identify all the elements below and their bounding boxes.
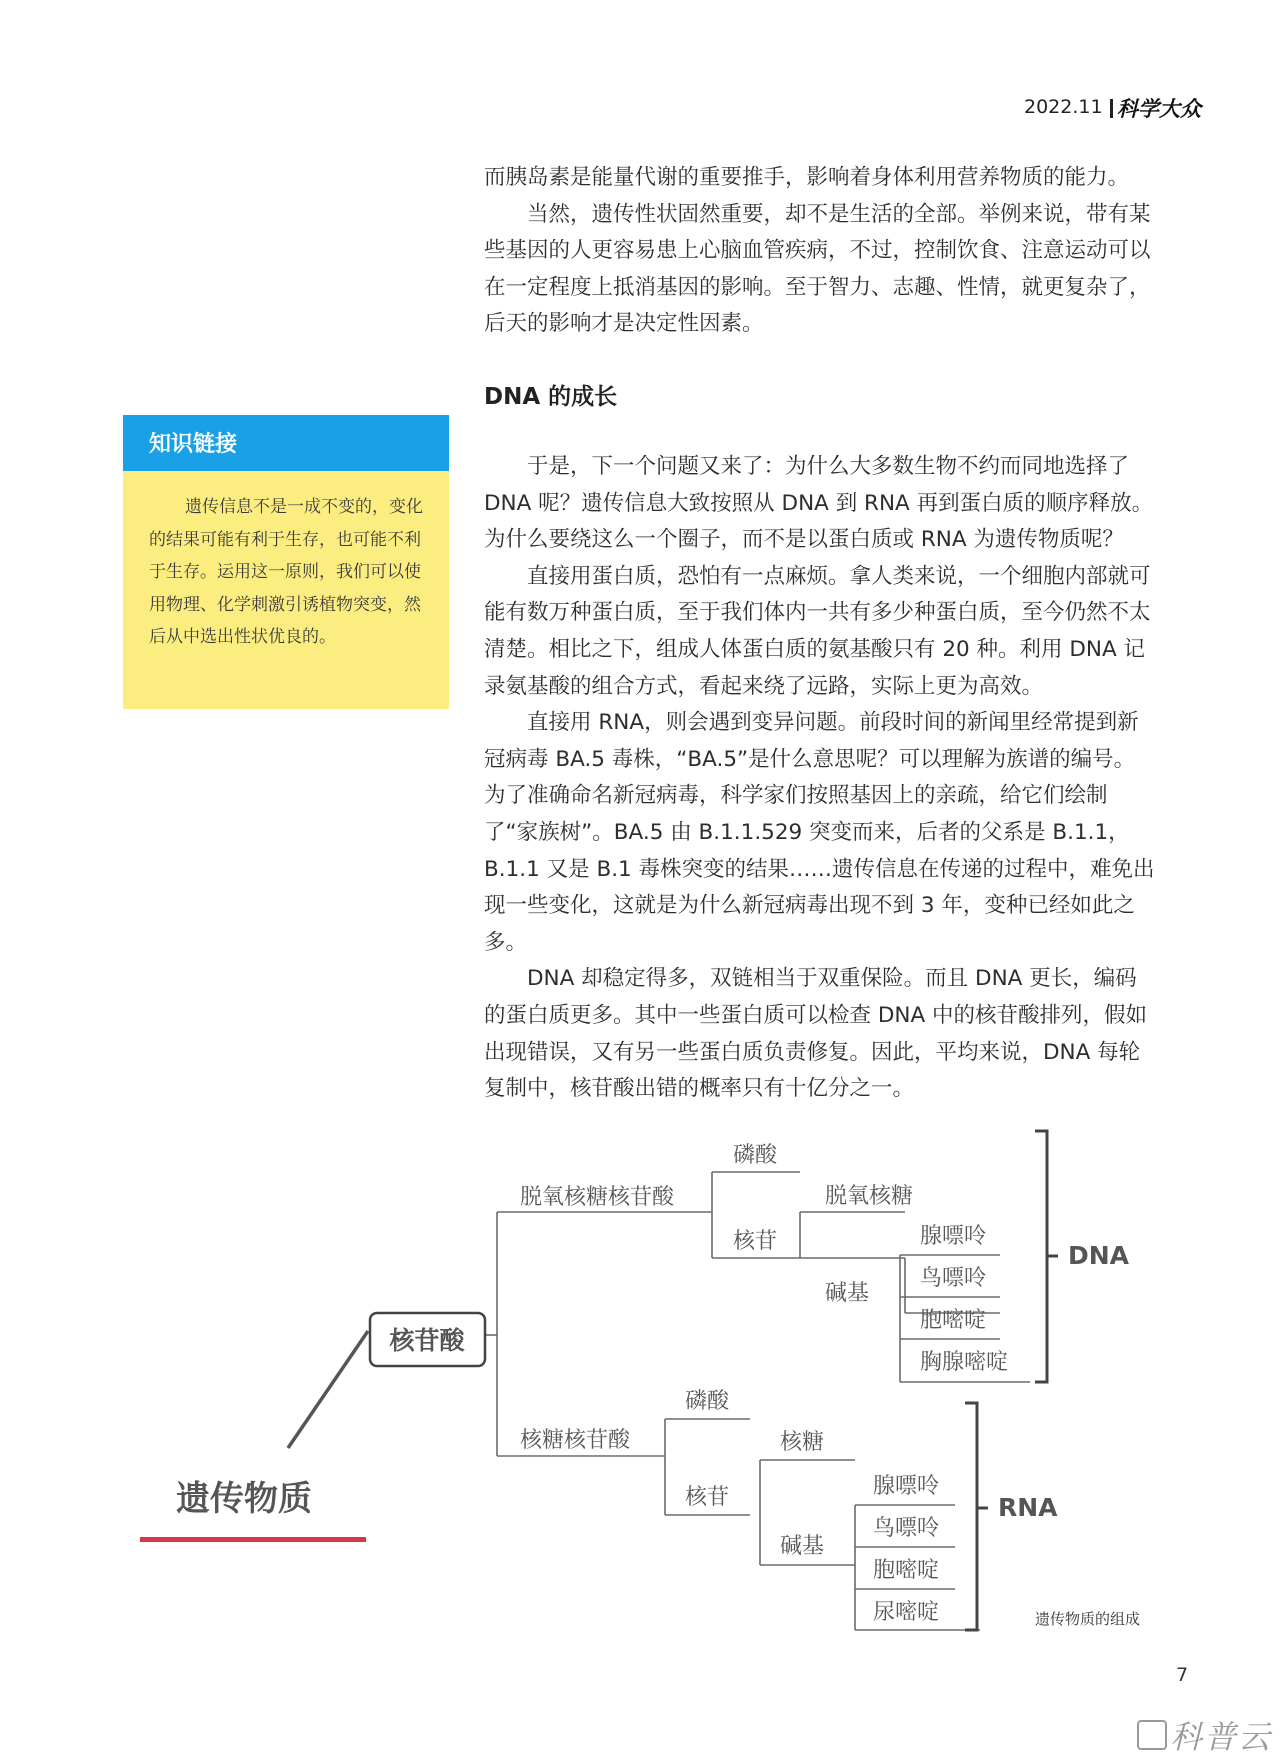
nucleotide-label: 核苷酸 — [389, 1326, 465, 1355]
rna-nucleoside-label: 核苷 — [685, 1485, 730, 1510]
rna-base-adenine: 腺嘌呤 — [873, 1474, 940, 1499]
section-heading: DNA 的成长 — [484, 384, 618, 410]
section-paragraph: 直接用 RNA，则会遇到变异问题。前段时间的新闻里经常提到新冠病毒 BA.5 毒株，“BA.5”是什么意思呢？可以理解为族谱的编号。为了准确命名新冠病毒，科学家们按照基因上的亲疏，给它们绘制了“家族树”。BA.5 由 B.1.1.529 突变而来，后者的父系是 B.1.1，B.1.1 又是 B.1 毒株突变的结果……遗传信息在传递的过程中，难免出现一些变化，这就是为什么新冠病毒出现不到 3 年，变种已经如此之多。 — [484, 710, 1155, 955]
rna-sugar-label: 核糖 — [780, 1430, 825, 1455]
dna-sugar-label: 脱氧核糖 — [825, 1184, 914, 1209]
page-number: 7 — [1176, 1664, 1189, 1686]
watermark-icon — [1137, 1720, 1167, 1750]
knowledge-box-header — [123, 415, 449, 471]
figure-caption: 遗传物质的组成 — [1035, 1610, 1141, 1628]
intro-text — [484, 160, 1156, 343]
issue-date: 2022.11 — [1024, 96, 1103, 118]
knowledge-box-title: 知识链接 — [149, 432, 238, 457]
magazine-logo: 科学大众 — [1117, 96, 1201, 121]
knowledge-box-text: 遗传信息不是一成不变的，变化的结果可能有利于生存，也可能不利于生存。运用这一原则，我们可以使用物理、化学刺激引诱植物突变，然后从中选出性状优良的。 — [149, 497, 423, 647]
dna-nucleotide-label: 脱氧核糖核苷酸 — [520, 1185, 675, 1210]
rna-nucleotide-label: 核糖核苷酸 — [520, 1428, 631, 1453]
section-text — [484, 449, 1156, 1108]
root-underline — [140, 1537, 366, 1542]
dna-base-thymine: 胸腺嘧啶 — [920, 1350, 1009, 1375]
rna-base-cytosine: 胞嘧啶 — [873, 1558, 940, 1583]
intro-paragraph: 当然，遗传性状固然重要，却不是生活的全部。举例来说，带有某些基因的人更容易患上心脑血管疾病，不过，控制饮食、注意运动可以在一定程度上抵消基因的影响。至于智力、志趣、性情，就更复杂了，后天的影响才是决定性因素。 — [484, 201, 1151, 337]
dna-nucleoside-label: 核苷 — [733, 1229, 778, 1254]
section-paragraph: 于是，下一个问题又来了：为什么大多数生物不约而同地选择了 DNA 呢？遗传信息大致按照从 DNA 到 RNA 再到蛋白质的顺序释放。为什么要绕这么一个圈子，而不是以蛋白质或 RNA 为遗传物质呢？ — [484, 454, 1154, 553]
rna-phosphate-label: 磷酸 — [685, 1389, 730, 1414]
root-label: 遗传物质 — [176, 1479, 312, 1519]
dna-base-label: 碱基 — [825, 1281, 870, 1306]
intro-paragraph: 而胰岛素是能量代谢的重要推手，影响着身体利用营养物质的能力。 — [484, 165, 1130, 190]
dna-base-adenine: 腺嘌呤 — [920, 1224, 987, 1249]
section-paragraph: DNA 却稳定得多，双链相当于双重保险。而且 DNA 更长，编码的蛋白质更多。其中一些蛋白质可以检查 DNA 中的核苷酸排列，假如出现错误，又有另一些蛋白质负责修复。因此，平均来说，DNA 每轮复制中，核苷酸出错的概率只有十亿分之一。 — [484, 966, 1148, 1102]
section-paragraph: 直接用蛋白质，恐怕有一点麻烦。拿人类来说，一个细胞内部就可能有数万种蛋白质，至于我们体内一共有多少种蛋白质，至今仍然不太清楚。相比之下，组成人体蛋白质的氨基酸只有 20 种。利用 DNA 记录氨基酸的组合方式，看起来绕了远路，实际上更为高效。 — [484, 563, 1151, 699]
knowledge-box-body — [123, 471, 449, 709]
watermark: 科普云 — [1170, 1718, 1273, 1756]
dna-phosphate-label: 磷酸 — [733, 1143, 778, 1168]
header-divider — [1110, 99, 1113, 118]
dna-label: DNA — [1068, 1241, 1130, 1270]
rna-base-uracil: 尿嘧啶 — [873, 1600, 940, 1625]
rna-base-guanine: 鸟嘌呤 — [873, 1516, 940, 1541]
rna-label: RNA — [998, 1493, 1058, 1522]
dna-base-cytosine: 胞嘧啶 — [920, 1308, 987, 1333]
rna-base-label: 碱基 — [780, 1534, 825, 1559]
dna-base-guanine: 鸟嘌呤 — [920, 1266, 987, 1291]
